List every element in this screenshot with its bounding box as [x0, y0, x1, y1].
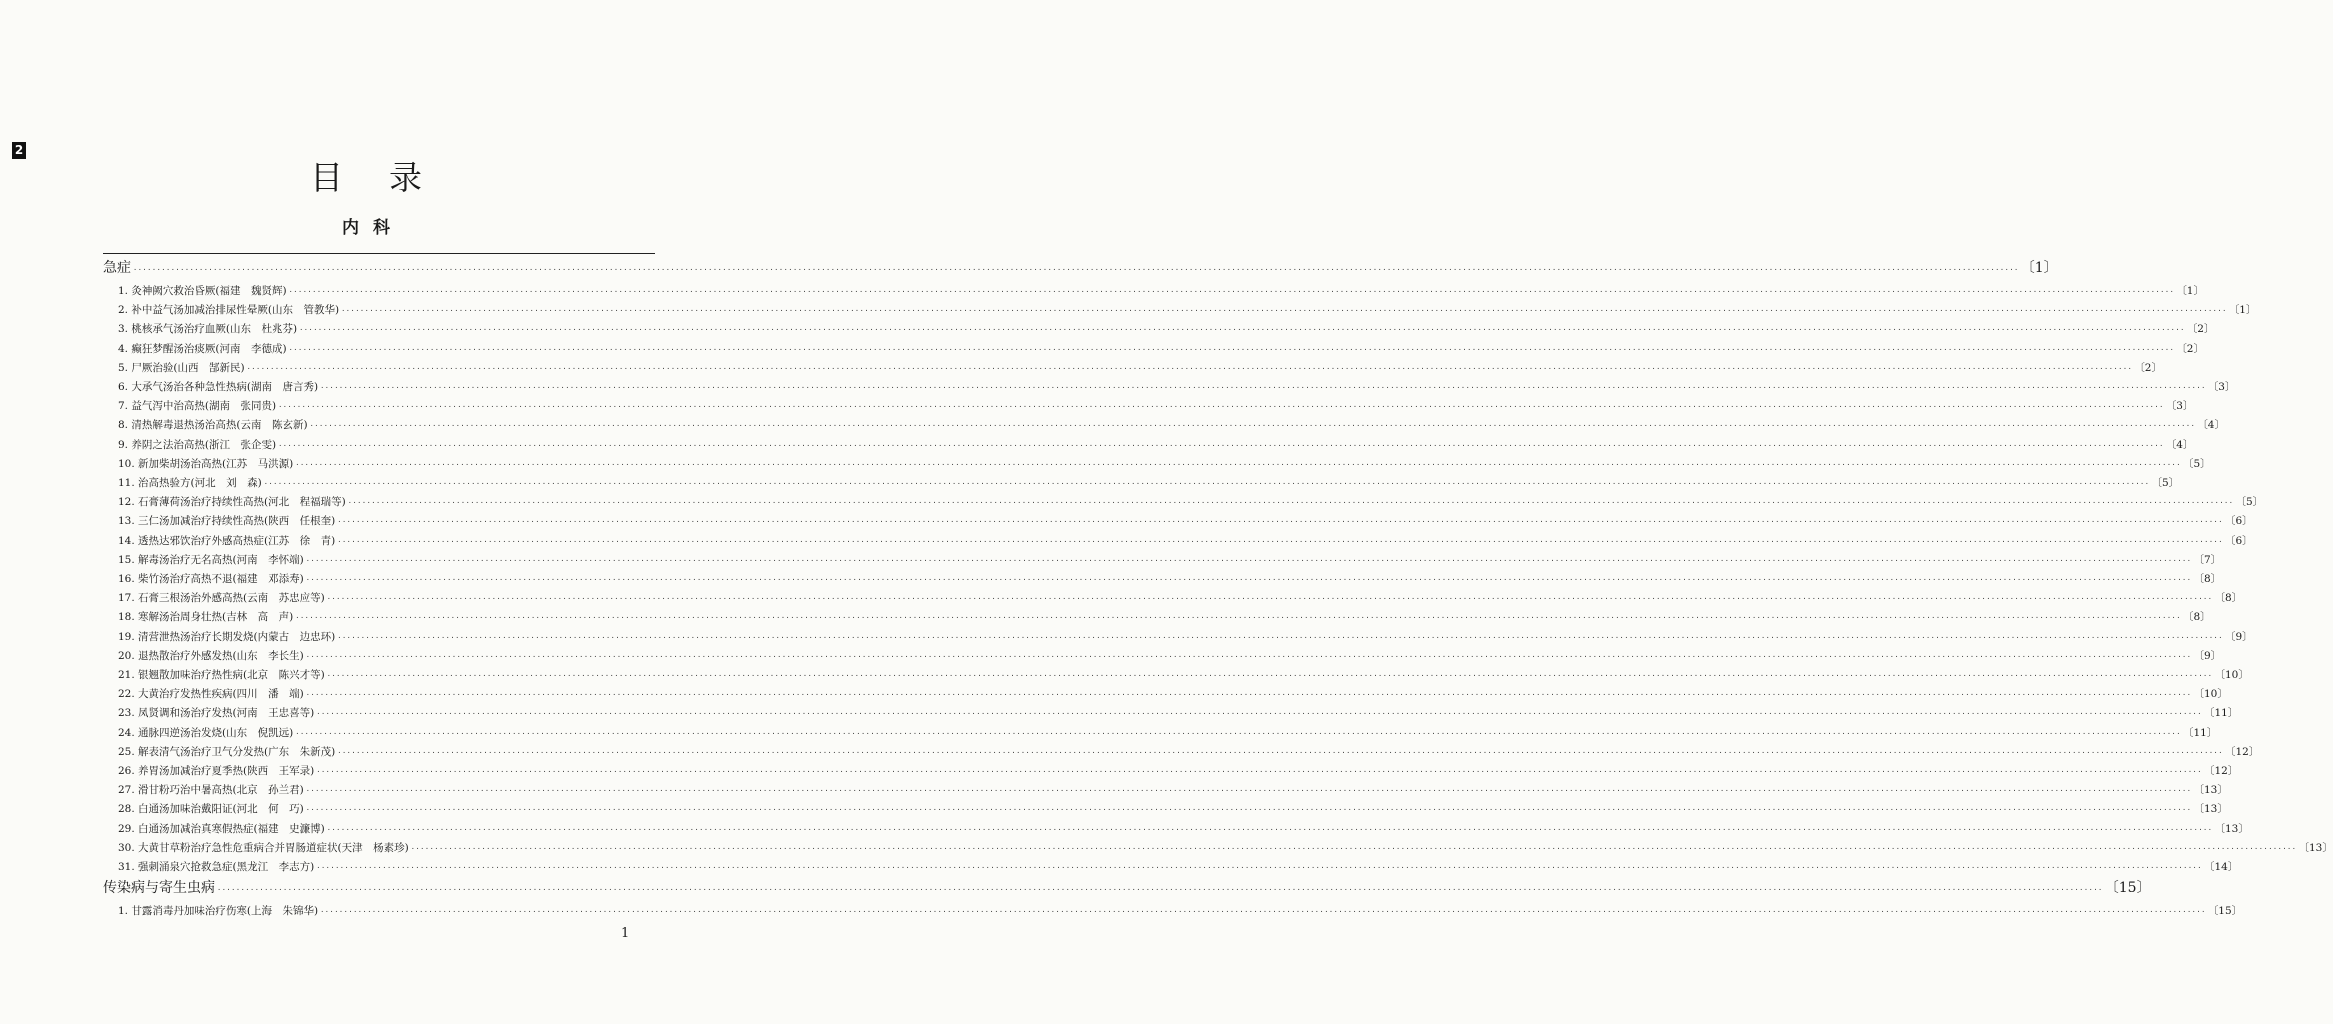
- toc-leader-dots: ················································································································································································································································································································································································································: [133, 266, 2019, 274]
- toc-entry-page: 〔1〕: [2228, 304, 2257, 317]
- toc-leader-dots: ················································································································································································································································································································································································································: [337, 748, 2223, 757]
- toc-entry-page: 〔4〕: [2165, 438, 2194, 451]
- toc-entry-title: 急症: [103, 260, 131, 276]
- toc-category: [103, 258, 2058, 278]
- toc-entry-title: 14. 透热达邪饮治疗外感高热症(江苏 徐 青): [118, 534, 336, 547]
- toc-entry: [118, 339, 2204, 359]
- toc-entry-page: 〔8〕: [2193, 573, 2222, 585]
- toc-entry-title: 26. 养胃汤加减治疗夏季热(陕西 王军录): [118, 765, 315, 777]
- toc-leader-dots: ················································································································································································································································································································································································································: [305, 576, 2192, 584]
- toc-entry-title: 1. 灸神阙穴救治昏厥(福建 魏贤辉): [118, 285, 287, 297]
- toc-entry-title: 18. 寒解汤治周身壮热(吉林 高 声): [118, 611, 294, 624]
- toc-leader-dots: ················································································································································································································································································································································································································: [410, 844, 2297, 853]
- toc-leader-dots: ················································································································································································································································································································································································································: [305, 652, 2192, 661]
- toc-entry-title: 15. 解毒汤治疗无名高热(河南 李怀端): [118, 553, 304, 566]
- toc-entry-title: 31. 强刺涌泉穴抢救急症(黑龙江 李志方): [118, 861, 315, 873]
- toc-entry: [118, 838, 2333, 858]
- toc-entry-page: 〔15〕: [2104, 880, 2151, 897]
- toc-entry-page: 〔2〕: [2186, 323, 2215, 336]
- toc-entry-title: 5. 尸厥治验(山西 郜新民): [118, 361, 245, 374]
- toc-entry-page: 〔3〕: [2165, 400, 2194, 413]
- toc-entry-title: 2. 补中益气汤加减治排尿性晕厥(山东 管教华): [118, 304, 340, 317]
- page-number: 1: [621, 926, 630, 941]
- toc-leader-dots: ················································································································································································································································································································································································································: [217, 886, 2103, 895]
- toc-entry-page: 〔10〕: [2193, 688, 2228, 701]
- toc-entry-title: 9. 养阴之法治高热(浙江 张企雯): [118, 438, 277, 451]
- toc-leader-dots: ················································································································································································································································································································································································································: [337, 518, 2223, 527]
- toc-entry-page: 〔13〕: [2193, 784, 2228, 797]
- toc-entry: [118, 550, 2222, 570]
- toc-entry-page: 〔3〕: [2207, 381, 2236, 393]
- toc-leader-dots: ················································································································································································································································································································································································································: [320, 384, 2206, 392]
- toc-entry-title: 传染病与寄生虫病: [103, 880, 215, 897]
- toc-entry: [118, 435, 2194, 455]
- toc-entry: [118, 492, 2264, 512]
- toc-entry: [118, 742, 2260, 762]
- toc-entry-page: 〔11〕: [2203, 707, 2239, 720]
- toc-leader-dots: ················································································································································································································································································································································································································: [305, 691, 2192, 700]
- toc-entry-page: 〔5〕: [2151, 477, 2180, 489]
- toc-entry-page: 〔13〕: [2193, 803, 2228, 816]
- toc-leader-dots: ················································································································································································································································································································································································································: [347, 499, 2234, 508]
- toc-entry: [118, 901, 2243, 921]
- toc-entry-title: 11. 治高热验方(河北 刘 森): [118, 477, 262, 489]
- toc-entry: [118, 761, 2239, 781]
- toc-leader-dots: ················································································································································································································································································································································································································: [337, 537, 2223, 546]
- toc-leader-dots: ················································································································································································································································································································································································································: [337, 633, 2223, 642]
- toc-entry-title: 28. 白通汤加味治戴阳证(河北 何 巧): [118, 803, 304, 816]
- toc-entry: [118, 281, 2204, 301]
- toc-entry-title: 22. 大黄治疗发热性疾病(四川 潘 端): [118, 688, 304, 701]
- toc-entry-page: 〔2〕: [2176, 342, 2204, 355]
- toc-entry: [118, 799, 2228, 819]
- toc-leader-dots: ················································································································································································································································································································································································································: [278, 403, 2164, 412]
- toc-entry-page: 〔4〕: [2197, 419, 2225, 432]
- toc-entry-title: 12. 石膏薄荷汤治疗持续性高热(河北 程福瑞等): [118, 496, 346, 509]
- toc-leader-dots: ················································································································································································································································································································································································································: [246, 364, 2133, 373]
- toc-entry-title: 1. 甘露消毒丹加味治疗伤寒(上海 朱锦华): [118, 905, 319, 918]
- toc-entry-page: 〔9〕: [2193, 649, 2222, 662]
- toc-leader-dots: ················································································································································································································································································································································································································: [305, 556, 2192, 565]
- toc-entry-page: 〔15〕: [2207, 905, 2243, 918]
- toc-entry-page: 〔14〕: [2203, 861, 2239, 873]
- toc-leader-dots: ················································································································································································································································································································································································································: [295, 729, 2181, 738]
- toc-entry-title: 19. 清营泄热汤治疗长期发烧(内蒙古 边忠环): [118, 630, 336, 643]
- toc-entry-title: 27. 滑甘粉巧治中暑高热(北京 孙兰君): [118, 784, 304, 797]
- toc-entry-title: 21. 银翘散加味治疗热性病(北京 陈兴才等): [118, 669, 325, 681]
- toc-entry: [118, 300, 2257, 320]
- toc-entry: [118, 396, 2194, 416]
- toc-entry: [118, 780, 2228, 800]
- toc-entry-page: 〔7〕: [2193, 553, 2222, 566]
- toc-entry: [118, 723, 2218, 743]
- toc-entry: [118, 703, 2239, 723]
- toc-entry-page: 〔10〕: [2214, 669, 2249, 681]
- section-title: 内科: [342, 218, 404, 238]
- toc-entry: [118, 588, 2243, 608]
- toc-leader-dots: ················································································································································································································································································································································································································: [299, 326, 2185, 335]
- toc-entry-title: 16. 柴竹汤治疗高热不退(福建 邓添寿): [118, 573, 304, 585]
- toc-leader-dots: ················································································································································································································································································································································································································: [295, 460, 2181, 469]
- toc-leader-dots: ················································································································································································································································································································································································································: [326, 595, 2213, 604]
- toc-entry-page: 〔8〕: [2214, 592, 2243, 605]
- side-edition-mark: 2: [12, 142, 26, 159]
- toc-entry-title: 29. 白通汤加减治真寒假热症(福建 史濂博): [118, 822, 325, 835]
- toc-entry: [118, 531, 2253, 551]
- title-divider: [103, 253, 655, 254]
- toc-entry: [118, 511, 2253, 531]
- toc-entry: [118, 665, 2249, 685]
- toc-leader-dots: ················································································································································································································································································································································································································: [316, 768, 2202, 776]
- toc-entry-page: 〔6〕: [2224, 515, 2253, 528]
- toc-entry-page: 〔1〕: [2020, 260, 2058, 276]
- toc-entry: [118, 569, 2222, 589]
- toc-entry-title: 30. 大黄甘草粉治疗急性危重病合并胃肠道症状(天津 杨素珍): [118, 841, 409, 854]
- toc-entry-page: 〔1〕: [2176, 285, 2204, 297]
- toc-category: [103, 878, 2151, 898]
- toc-entry: [118, 319, 2215, 339]
- toc-entry-title: 25. 解表清气汤治疗卫气分发热(广东 朱新茂): [118, 745, 336, 758]
- toc-entry-title: 17. 石膏三根汤治外感高热(云南 苏忠应等): [118, 592, 325, 605]
- toc-leader-dots: ················································································································································································································································································································································································································: [263, 480, 2150, 488]
- toc-entry-page: 〔13〕: [2298, 841, 2333, 854]
- toc-leader-dots: ················································································································································································································································································································································································································: [305, 787, 2192, 796]
- toc-entry: [118, 819, 2249, 839]
- toc-entry-page: 〔11〕: [2182, 726, 2218, 739]
- toc-entry: [118, 415, 2225, 435]
- toc-entry-page: 〔12〕: [2203, 765, 2239, 777]
- toc-entry-page: 〔8〕: [2182, 611, 2211, 624]
- toc-entry-page: 〔5〕: [2182, 457, 2211, 470]
- toc-entry-title: 10. 新加柴胡汤治高热(江苏 马洪源): [118, 457, 294, 470]
- toc-entry-page: 〔5〕: [2235, 496, 2264, 509]
- toc-entry-title: 23. 凤贤调和汤治疗发热(河南 王忠喜等): [118, 707, 315, 720]
- toc-entry-page: 〔6〕: [2224, 534, 2253, 547]
- toc-entry-title: 4. 癫狂梦醒汤治痰厥(河南 李德成): [118, 342, 287, 355]
- toc-entry-title: 13. 三仁汤加减治疗持续性高热(陕西 任根奎): [118, 515, 336, 528]
- toc-leader-dots: ················································································································································································································································································································································································································: [309, 422, 2196, 431]
- toc-entry-title: 24. 通脉四逆汤治发烧(山东 倪凯远): [118, 726, 294, 739]
- toc-entry: [118, 473, 2180, 493]
- toc-leader-dots: ················································································································································································································································································································································································································: [326, 672, 2213, 680]
- toc-leader-dots: ················································································································································································································································································································································································································: [288, 345, 2175, 354]
- toc-leader-dots: ················································································································································································································································································································································································································: [316, 710, 2202, 719]
- toc-leader-dots: ················································································································································································································································································································································································································: [341, 307, 2227, 316]
- toc-entry: [118, 358, 2162, 378]
- toc-entry-title: 6. 大承气汤治各种急性热病(湖南 唐言秀): [118, 381, 319, 393]
- toc-entry: [118, 607, 2211, 627]
- toc-entry-page: 〔2〕: [2134, 361, 2162, 374]
- toc-entry: [118, 377, 2236, 397]
- toc-leader-dots: ················································································································································································································································································································································································································: [288, 288, 2175, 296]
- page-title: 目录: [310, 158, 468, 197]
- toc-entry: [118, 646, 2222, 666]
- toc-leader-dots: ················································································································································································································································································································································································································: [295, 614, 2181, 623]
- toc-leader-dots: ················································································································································································································································································································································································································: [278, 441, 2164, 450]
- toc-entry-page: 〔12〕: [2224, 745, 2260, 758]
- toc-entry: [118, 857, 2239, 877]
- toc-entry-title: 7. 益气泻中治高热(湖南 张同贵): [118, 400, 277, 413]
- toc-entry-title: 20. 退热散治疗外感发热(山东 李长生): [118, 649, 304, 662]
- toc-leader-dots: ················································································································································································································································································································································································································: [326, 825, 2213, 834]
- toc-leader-dots: ················································································································································································································································································································································································································: [320, 908, 2206, 917]
- toc-entry-page: 〔9〕: [2224, 630, 2253, 643]
- toc-entry-title: 8. 清热解毒退热汤治高热(云南 陈玄新): [118, 419, 308, 432]
- toc-entry: [118, 627, 2253, 647]
- toc-leader-dots: ················································································································································································································································································································································································································: [316, 864, 2202, 872]
- toc-entry: [118, 684, 2228, 704]
- toc-entry: [118, 454, 2211, 474]
- toc-entry-page: 〔13〕: [2214, 822, 2249, 835]
- toc-leader-dots: ················································································································································································································································································································································································································: [305, 806, 2192, 815]
- toc-entry-title: 3. 桃核承气汤治疗血厥(山东 杜兆芬): [118, 323, 298, 336]
